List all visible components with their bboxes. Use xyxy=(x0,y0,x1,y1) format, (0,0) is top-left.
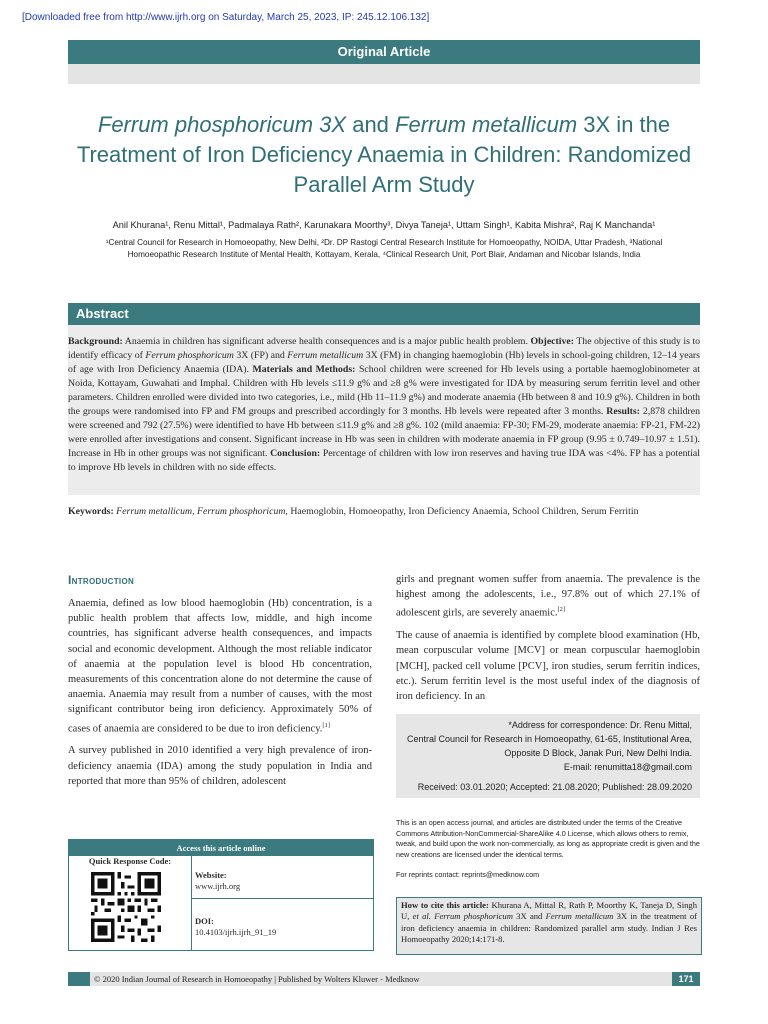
website-link[interactable]: www.ijrh.org xyxy=(195,881,241,891)
cite-text-c: 3X in the treatment of iron deficiency anaemia in children: Randomized parallel arm study. Indian J Res Homoeopathy 2020;14:171-8. xyxy=(401,911,697,944)
title-part2: and xyxy=(346,112,396,137)
banner-underlay xyxy=(68,64,700,84)
corr-line-3: Opposite D Block, Janak Puri, New Delhi India. xyxy=(504,748,692,758)
qr-code[interactable] xyxy=(91,872,161,942)
article-dates: Received: 03.01.2020; Accepted: 21.08.2020; Published: 28.09.2020 xyxy=(417,782,692,792)
right-column xyxy=(396,572,700,711)
intro-paragraph-1 xyxy=(68,596,372,736)
cite-fm: Ferrum metallicum xyxy=(545,911,614,922)
cite-label: How to cite this article: xyxy=(401,900,489,910)
access-separator xyxy=(191,898,373,899)
title-part4: 3X in the Treatment of Iron Deficiency Anaemia in Children: Randomized Parallel Arm Study xyxy=(76,112,692,197)
author-list: Anil Khurana¹, Renu Mittal¹, Padmalaya Rath², Karunakara Moorthy³, Divya Taneja¹, Uttam Singh¹, Kabita Mishra², Raj K Manchanda¹ xyxy=(112,220,656,230)
title-part1: Ferrum phosphoricum 3X xyxy=(97,112,347,137)
conclusion-text: Percentage of children with low iron reserves and having true IDA was <4%. FP has a potential to improve Hb levels in children with no side effects. xyxy=(68,448,700,473)
article-type-banner: Original Article xyxy=(68,40,700,64)
abstract-heading-bar xyxy=(68,303,700,325)
cite-text-a: Khurana A, Mittal R, Rath P, Moorthy K, Taneja D, Singh U, xyxy=(401,900,697,922)
abstract-heading: Abstract xyxy=(76,306,129,321)
fm-name: Ferrum metallicum xyxy=(287,350,364,361)
page-number: 171 xyxy=(672,972,700,986)
keywords-rest: Haemoglobin, Homoeopathy, Iron Deficiency Anaemia, School Children, Serum Ferritin xyxy=(287,506,639,517)
title-part3: Ferrum metallicum xyxy=(395,112,578,137)
footer-copyright: © 2020 Indian Journal of Research in Homoeopathy | Published by Wolters Kluwer - Medknow xyxy=(94,974,420,984)
objective-text-c: 3X (FM) in changing haemoglobin (Hb) levels in school-going children, 12–14 years of age with Iron Deficiency Anaemia (IDA). xyxy=(68,350,700,375)
cite-text-b: 3X and xyxy=(512,911,546,922)
intro-p1-text: Anaemia, defined as low blood haemoglobin (Hb) concentration, is a public health problem that affects low, middle, and high income countries, has significant adverse health consequences, and impacts social and economic development. Although the most reliable indicator of anaemia at the population level is blood Hb concentration, measurements of this concentration alone do not determine the cause of anaemia. Anaemia may result from a number of causes, with the most significant contributor being iron deficiency. Approximately 50% of cases of anaemia are considered to be due to iron deficiency. xyxy=(68,598,372,735)
background-text: Anaemia in children has significant adverse health consequences and is a major public health problem. xyxy=(122,336,531,347)
intro-paragraph-4: The cause of anaemia is identified by complete blood examination (Hb, mean corpuscular volume [MCV] or mean corpuscular haemoglobin [MCH], packed cell volume [PCV], iron studies, serum ferritin indices, etc.). Serum ferritin level is the most useful index of the diagnosis of iron deficiency. In an xyxy=(396,630,700,702)
footer-accent xyxy=(68,972,90,986)
corr-email[interactable]: E-mail: renumitta18@gmail.com xyxy=(563,762,692,772)
left-column xyxy=(68,596,372,796)
background-label: Background: xyxy=(68,336,123,347)
cite-etal: et al. Ferrum phosphoricum xyxy=(412,911,513,922)
doi-link[interactable]: 10.4103/ijrh.ijrh_91_19 xyxy=(195,927,277,937)
keywords-label: Keywords: xyxy=(68,506,114,517)
abstract-text xyxy=(68,335,700,475)
ref-2[interactable]: [2] xyxy=(557,606,566,614)
website-label: Website: xyxy=(195,870,227,880)
article-title xyxy=(68,110,700,200)
methods-label: Materials and Methods: xyxy=(252,364,356,375)
download-notice: [Downloaded free from http://www.ijrh.org on Saturday, March 25, 2023, IP: 245.12.106.132] xyxy=(22,12,430,23)
corr-line-1: *Address for correspondence: Dr. Renu Mittal, xyxy=(508,720,692,730)
results-label: Results: xyxy=(606,406,641,417)
how-to-cite-box xyxy=(396,897,702,955)
intro-r1-text: girls and pregnant women suffer from anaemia. The prevalence is the highest among the adolescents, i.e., 97.8% out of which 27.1% of adolescent girls, are severely anaemic. xyxy=(396,574,700,619)
qr-label: Quick Response Code: xyxy=(88,856,172,866)
access-heading: Access this article online xyxy=(69,840,373,856)
affiliations: ¹Central Council for Research in Homoeopathy, New Delhi, ²Dr. DP Rastogi Central Research Institute for Homoeopathy, NOIDA, Uttar Pradesh, ³National Homoeopathic Research Institute of Mental Health, Kottayam, Kerala, ⁴Clinical Research Unit, Port Blair, Andaman and Nicobar Islands, India xyxy=(105,238,663,259)
objective-text-a: The objective of this study is to identify efficacy of xyxy=(68,336,700,361)
intro-paragraph-2: A survey published in 2010 identified a very high prevalence of iron-deficiency anaemia (IDA) among the study population in India and reported that more than 95% of children, adolescent xyxy=(68,745,372,787)
objective-label: Objective: xyxy=(530,336,575,347)
objective-text-b: 3X (FP) and xyxy=(233,350,288,361)
corr-line-2: Central Council for Research in Homoeopathy, 61-65, Institutional Area, xyxy=(407,734,692,744)
fp-name: Ferrum phosphoricum xyxy=(145,350,234,361)
conclusion-label: Conclusion: xyxy=(270,448,321,459)
correspondence-box xyxy=(396,714,700,798)
reprints-contact: For reprints contact: reprints@medknow.com xyxy=(396,870,540,879)
ref-1[interactable]: [1] xyxy=(322,721,331,729)
introduction-heading: Introduction xyxy=(68,573,135,587)
doi-label: DOI: xyxy=(195,916,214,926)
intro-paragraph-3 xyxy=(396,572,700,621)
keywords-italic: Ferrum metallicum, Ferrum phosphoricum, xyxy=(116,506,288,517)
license-notice: This is an open access journal, and articles are distributed under the terms of the Creative Commons Attribution-NonCommercial-ShareAlike 4.0 License, which allows others to remix, tweak, and build upon the work non-commercially, as long as appropriate credit is given and the new creations are licensed under the identical terms. xyxy=(396,818,700,859)
access-divider xyxy=(191,856,192,950)
keywords xyxy=(68,505,700,519)
methods-text: School children were screened for Hb levels using a portable haemoglobinometer at Noida, Kottayam, Guwahati and Imphal. Children with Hb levels ≤11.9 g% and ≥8 g% were investigated for IDA by measuring serum ferritin level and other parameters. Children enrolled were divided into two categories, i.e., mild (Hb 11–11.9 g%) and moderate anaemia (Hb between 8 and 10.9 g%). Children in both the groups were randomised into FP and FM groups and prescribed accordingly for 3 months. Hb levels were repeated after 3 months. xyxy=(68,364,700,417)
access-online-box xyxy=(68,839,374,951)
results-text: 2,878 children were screened and 792 (27.5%) were identified to have Hb between ≤11.9 g% and ≥8 g%. 102 (mild anaemia: FP-30; FM-29, moderate anaemia: FP-21, FM-22) were enrolled after investigations and consent. Significant increase in Hb was seen in children with moderate anaemia in FP group (9.95 ± 0.749–10.97 ± 1.51). Increase in Hb in other groups was not significant. xyxy=(68,406,700,459)
